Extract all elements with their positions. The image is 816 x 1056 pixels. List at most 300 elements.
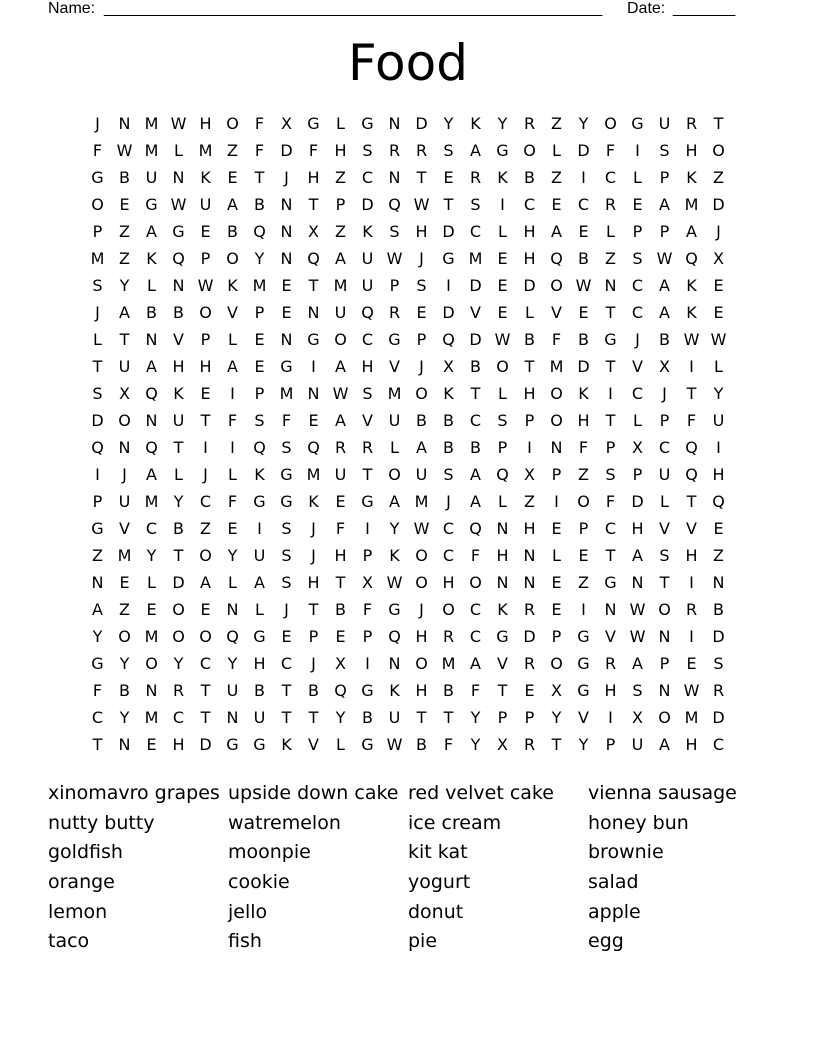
grid-letter[interactable]: H (415, 222, 428, 241)
grid-letter[interactable]: Q (550, 249, 563, 268)
grid-letter[interactable]: H (604, 681, 617, 700)
grid-letter[interactable]: G (91, 654, 104, 673)
grid-letter[interactable]: G (442, 249, 455, 268)
grid-letter[interactable]: Y (92, 627, 103, 646)
grid-letter[interactable]: Z (119, 600, 130, 619)
grid-letter[interactable]: L (606, 222, 615, 241)
grid-letter[interactable]: B (578, 330, 589, 349)
grid-letter[interactable]: N (388, 168, 401, 187)
grid-letter[interactable]: H (523, 519, 536, 538)
grid-letter[interactable]: D (712, 708, 725, 727)
grid-letter[interactable]: L (552, 141, 561, 160)
grid-letter[interactable]: U (361, 249, 374, 268)
grid-letter[interactable]: R (334, 438, 347, 457)
grid-letter[interactable]: D (415, 114, 428, 133)
grid-letter[interactable]: O (199, 546, 212, 565)
grid-letter[interactable]: A (470, 141, 481, 160)
grid-letter[interactable]: K (443, 384, 454, 403)
grid-letter[interactable]: C (469, 600, 482, 619)
grid-letter[interactable]: Y (119, 654, 130, 673)
grid-letter[interactable]: M (144, 708, 159, 727)
grid-letter[interactable]: N (280, 195, 293, 214)
grid-letter[interactable]: T (92, 357, 103, 376)
grid-letter[interactable]: I (581, 168, 586, 187)
grid-letter[interactable]: Q (469, 519, 482, 538)
grid-letter[interactable]: P (254, 384, 265, 403)
grid-letter[interactable]: N (712, 573, 725, 592)
grid-letter[interactable]: K (173, 384, 184, 403)
grid-letter[interactable]: J (284, 168, 289, 187)
grid-letter[interactable]: G (91, 519, 104, 538)
grid-letter[interactable]: S (632, 249, 643, 268)
grid-letter[interactable]: H (712, 465, 725, 484)
grid-letter[interactable]: A (254, 573, 265, 592)
grid-letter[interactable]: R (712, 681, 725, 700)
grid-letter[interactable]: H (199, 357, 212, 376)
grid-letter[interactable]: L (255, 600, 264, 619)
grid-letter[interactable]: A (632, 654, 643, 673)
grid-letter[interactable]: N (118, 114, 131, 133)
grid-letter[interactable]: T (173, 546, 184, 565)
grid-letter[interactable]: J (635, 330, 640, 349)
grid-letter[interactable]: C (442, 546, 455, 565)
grid-letter[interactable]: B (470, 438, 481, 457)
grid-letter[interactable]: Y (227, 654, 238, 673)
grid-letter[interactable]: M (333, 276, 348, 295)
grid-letter[interactable]: T (200, 681, 211, 700)
grid-letter[interactable]: C (631, 384, 644, 403)
grid-letter[interactable]: R (172, 681, 185, 700)
grid-letter[interactable]: U (361, 276, 374, 295)
grid-letter[interactable]: A (335, 411, 346, 430)
grid-letter[interactable]: L (633, 168, 642, 187)
grid-letter[interactable]: E (200, 222, 211, 241)
grid-letter[interactable]: D (523, 627, 536, 646)
grid-letter[interactable]: W (332, 384, 349, 403)
grid-letter[interactable]: Y (227, 546, 238, 565)
grid-letter[interactable]: Y (335, 708, 346, 727)
grid-letter[interactable]: Q (361, 303, 374, 322)
grid-letter[interactable]: G (361, 492, 374, 511)
grid-letter[interactable]: L (228, 573, 237, 592)
grid-letter[interactable]: G (496, 627, 509, 646)
grid-letter[interactable]: K (308, 492, 319, 511)
grid-letter[interactable]: F (254, 141, 265, 160)
grid-letter[interactable]: C (91, 708, 104, 727)
grid-letter[interactable]: F (578, 438, 589, 457)
grid-letter[interactable]: O (415, 654, 428, 673)
grid-letter[interactable]: U (118, 357, 131, 376)
grid-letter[interactable]: D (199, 735, 212, 754)
grid-letter[interactable]: T (308, 195, 319, 214)
grid-letter[interactable]: P (200, 330, 211, 349)
grid-letter[interactable]: M (549, 357, 564, 376)
grid-letter[interactable]: Q (712, 492, 725, 511)
grid-letter[interactable]: I (554, 492, 559, 511)
grid-letter[interactable]: S (632, 681, 643, 700)
grid-letter[interactable]: X (119, 384, 130, 403)
grid-letter[interactable]: L (147, 573, 156, 592)
grid-letter[interactable]: V (632, 357, 643, 376)
grid-letter[interactable]: Z (578, 573, 589, 592)
grid-letter[interactable]: C (361, 168, 374, 187)
grid-letter[interactable]: F (443, 735, 454, 754)
grid-letter[interactable]: J (95, 114, 100, 133)
grid-letter[interactable]: V (497, 654, 508, 673)
grid-letter[interactable]: N (172, 276, 185, 295)
grid-letter[interactable]: G (577, 654, 590, 673)
grid-letter[interactable]: U (712, 411, 725, 430)
grid-letter[interactable]: T (173, 438, 184, 457)
grid-letter[interactable]: O (523, 141, 536, 160)
grid-letter[interactable]: R (361, 438, 374, 457)
grid-letter[interactable]: O (496, 357, 509, 376)
grid-letter[interactable]: C (523, 195, 536, 214)
grid-letter[interactable]: G (388, 330, 401, 349)
grid-letter[interactable]: D (172, 573, 185, 592)
grid-letter[interactable]: A (119, 303, 130, 322)
grid-letter[interactable]: A (659, 195, 670, 214)
grid-letter[interactable]: Q (334, 681, 347, 700)
grid-letter[interactable]: C (577, 195, 590, 214)
grid-letter[interactable]: A (470, 492, 481, 511)
grid-letter[interactable]: E (497, 276, 508, 295)
grid-letter[interactable]: H (577, 411, 590, 430)
grid-letter[interactable]: Q (307, 438, 320, 457)
grid-letter[interactable]: H (523, 222, 536, 241)
grid-letter[interactable]: J (419, 357, 424, 376)
grid-letter[interactable]: Z (578, 465, 589, 484)
grid-letter[interactable]: Y (551, 708, 562, 727)
grid-letter[interactable]: O (172, 627, 185, 646)
grid-letter[interactable]: U (658, 114, 671, 133)
grid-letter[interactable]: S (605, 465, 616, 484)
grid-letter[interactable]: O (415, 573, 428, 592)
grid-letter[interactable]: Q (496, 465, 509, 484)
grid-letter[interactable]: I (446, 276, 451, 295)
grid-letter[interactable]: E (551, 519, 562, 538)
grid-letter[interactable]: B (524, 168, 535, 187)
grid-letter[interactable]: G (280, 492, 293, 511)
grid-letter[interactable]: C (280, 654, 293, 673)
grid-letter[interactable]: I (365, 654, 370, 673)
grid-letter[interactable]: Z (524, 492, 535, 511)
grid-letter[interactable]: B (227, 222, 238, 241)
grid-letter[interactable]: C (172, 708, 185, 727)
grid-letter[interactable]: N (388, 654, 401, 673)
grid-letter[interactable]: R (388, 141, 401, 160)
grid-letter[interactable]: A (416, 438, 427, 457)
grid-letter[interactable]: R (523, 735, 536, 754)
grid-letter[interactable]: Y (146, 546, 157, 565)
grid-letter[interactable]: Z (227, 141, 238, 160)
grid-letter[interactable]: P (335, 195, 346, 214)
grid-letter[interactable]: O (415, 546, 428, 565)
grid-letter[interactable]: T (308, 600, 319, 619)
grid-letter[interactable]: M (252, 276, 267, 295)
grid-letter[interactable]: T (659, 573, 670, 592)
grid-letter[interactable]: E (227, 519, 238, 538)
grid-letter[interactable]: J (311, 654, 316, 673)
grid-letter[interactable]: Q (253, 438, 266, 457)
grid-letter[interactable]: A (200, 573, 211, 592)
grid-letter[interactable]: M (684, 708, 699, 727)
grid-letter[interactable]: I (689, 627, 694, 646)
grid-letter[interactable]: W (386, 249, 403, 268)
grid-letter[interactable]: A (227, 357, 238, 376)
grid-letter[interactable]: U (334, 465, 347, 484)
grid-letter[interactable]: S (281, 438, 292, 457)
grid-letter[interactable]: S (443, 141, 454, 160)
grid-letter[interactable]: E (335, 627, 346, 646)
grid-letter[interactable]: W (413, 519, 430, 538)
grid-letter[interactable]: G (253, 735, 266, 754)
grid-letter[interactable]: G (307, 330, 320, 349)
grid-letter[interactable]: T (605, 357, 616, 376)
grid-letter[interactable]: N (226, 708, 239, 727)
grid-letter[interactable]: P (389, 276, 400, 295)
grid-letter[interactable]: J (203, 465, 208, 484)
grid-letter[interactable]: K (578, 384, 589, 403)
grid-letter[interactable]: L (714, 357, 723, 376)
grid-letter[interactable]: T (362, 465, 373, 484)
grid-letter[interactable]: E (578, 222, 589, 241)
grid-letter[interactable]: Z (335, 168, 346, 187)
grid-letter[interactable]: H (307, 168, 320, 187)
grid-letter[interactable]: H (685, 735, 698, 754)
grid-letter[interactable]: F (605, 492, 616, 511)
grid-letter[interactable]: B (443, 681, 454, 700)
grid-letter[interactable]: H (334, 546, 347, 565)
grid-letter[interactable]: E (551, 195, 562, 214)
grid-letter[interactable]: G (361, 114, 374, 133)
grid-letter[interactable]: B (254, 195, 265, 214)
grid-letter[interactable]: P (605, 735, 616, 754)
grid-letter[interactable]: E (578, 546, 589, 565)
grid-letter[interactable]: C (469, 222, 482, 241)
grid-letter[interactable]: Q (145, 384, 158, 403)
grid-letter[interactable]: M (144, 141, 159, 160)
grid-letter[interactable]: S (362, 141, 373, 160)
grid-letter[interactable]: M (468, 249, 483, 268)
grid-letter[interactable]: T (605, 411, 616, 430)
grid-letter[interactable]: B (362, 708, 373, 727)
grid-letter[interactable]: T (524, 357, 535, 376)
grid-letter[interactable]: N (658, 681, 671, 700)
grid-letter[interactable]: E (254, 330, 265, 349)
grid-letter[interactable]: R (685, 600, 698, 619)
grid-letter[interactable]: P (578, 519, 589, 538)
grid-letter[interactable]: A (659, 276, 670, 295)
grid-letter[interactable]: Z (605, 249, 616, 268)
grid-letter[interactable]: C (658, 438, 671, 457)
grid-letter[interactable]: G (253, 627, 266, 646)
grid-letter[interactable]: G (577, 627, 590, 646)
grid-letter[interactable]: I (608, 384, 613, 403)
grid-letter[interactable]: T (281, 681, 292, 700)
grid-letter[interactable]: N (226, 600, 239, 619)
grid-letter[interactable]: K (281, 735, 292, 754)
grid-letter[interactable]: B (578, 249, 589, 268)
grid-letter[interactable]: H (415, 681, 428, 700)
grid-letter[interactable]: E (119, 195, 130, 214)
grid-letter[interactable]: K (389, 681, 400, 700)
grid-letter[interactable]: H (415, 627, 428, 646)
grid-letter[interactable]: I (689, 573, 694, 592)
grid-letter[interactable]: Y (497, 114, 508, 133)
grid-letter[interactable]: W (629, 627, 646, 646)
grid-letter[interactable]: N (118, 438, 131, 457)
grid-letter[interactable]: K (497, 600, 508, 619)
grid-letter[interactable]: Q (685, 249, 698, 268)
grid-letter[interactable]: A (632, 546, 643, 565)
grid-letter[interactable]: U (415, 465, 428, 484)
grid-letter[interactable]: V (578, 708, 589, 727)
grid-letter[interactable]: T (605, 546, 616, 565)
grid-letter[interactable]: P (416, 330, 427, 349)
grid-letter[interactable]: F (227, 492, 238, 511)
grid-letter[interactable]: U (118, 492, 131, 511)
grid-letter[interactable]: K (686, 276, 697, 295)
grid-letter[interactable]: G (91, 168, 104, 187)
grid-letter[interactable]: W (683, 681, 700, 700)
grid-letter[interactable]: P (524, 708, 535, 727)
grid-letter[interactable]: B (173, 303, 184, 322)
grid-letter[interactable]: G (361, 735, 374, 754)
grid-letter[interactable]: J (284, 600, 289, 619)
grid-letter[interactable]: B (119, 168, 130, 187)
grid-letter[interactable]: G (631, 114, 644, 133)
grid-letter[interactable]: S (659, 546, 670, 565)
grid-letter[interactable]: N (388, 114, 401, 133)
grid-letter[interactable]: P (605, 438, 616, 457)
grid-letter[interactable]: U (658, 465, 671, 484)
grid-letter[interactable]: H (685, 546, 698, 565)
grid-letter[interactable]: E (632, 195, 643, 214)
grid-letter[interactable]: Q (685, 438, 698, 457)
grid-letter[interactable]: J (446, 492, 451, 511)
grid-letter[interactable]: N (631, 573, 644, 592)
grid-letter[interactable]: E (335, 492, 346, 511)
grid-letter[interactable]: F (470, 546, 481, 565)
grid-letter[interactable]: I (230, 384, 235, 403)
name-blank[interactable]: ________________________________________________________ (104, 0, 603, 17)
grid-letter[interactable]: X (713, 249, 724, 268)
grid-letter[interactable]: P (632, 465, 643, 484)
grid-letter[interactable]: O (550, 384, 563, 403)
grid-letter[interactable]: D (523, 276, 536, 295)
grid-letter[interactable]: W (656, 249, 673, 268)
grid-letter[interactable]: W (710, 330, 727, 349)
grid-letter[interactable]: N (145, 330, 158, 349)
grid-letter[interactable]: Y (578, 114, 589, 133)
grid-letter[interactable]: O (415, 384, 428, 403)
grid-letter[interactable]: M (414, 492, 429, 511)
grid-letter[interactable]: A (659, 735, 670, 754)
grid-letter[interactable]: G (577, 681, 590, 700)
grid-letter[interactable]: P (551, 627, 562, 646)
grid-letter[interactable]: S (713, 654, 724, 673)
grid-letter[interactable]: X (362, 573, 373, 592)
grid-letter[interactable]: Y (470, 708, 481, 727)
grid-letter[interactable]: T (92, 735, 103, 754)
grid-letter[interactable]: A (335, 249, 346, 268)
grid-letter[interactable]: A (227, 195, 238, 214)
grid-letter[interactable]: M (144, 114, 159, 133)
grid-letter[interactable]: A (335, 357, 346, 376)
grid-letter[interactable]: O (658, 708, 671, 727)
grid-letter[interactable]: K (470, 114, 481, 133)
grid-letter[interactable]: T (281, 708, 292, 727)
grid-letter[interactable]: O (226, 249, 239, 268)
grid-letter[interactable]: P (362, 627, 373, 646)
grid-letter[interactable]: I (500, 195, 505, 214)
grid-letter[interactable]: R (604, 195, 617, 214)
grid-letter[interactable]: E (281, 276, 292, 295)
grid-letter[interactable]: P (659, 411, 670, 430)
grid-letter[interactable]: J (419, 249, 424, 268)
grid-letter[interactable]: G (145, 195, 158, 214)
grid-letter[interactable]: L (525, 303, 534, 322)
grid-letter[interactable]: V (308, 735, 319, 754)
grid-letter[interactable]: E (713, 519, 724, 538)
grid-letter[interactable]: C (442, 519, 455, 538)
grid-letter[interactable]: E (281, 303, 292, 322)
grid-letter[interactable]: U (145, 168, 158, 187)
grid-letter[interactable]: G (604, 330, 617, 349)
grid-letter[interactable]: S (254, 411, 265, 430)
grid-letter[interactable]: O (91, 195, 104, 214)
grid-letter[interactable]: W (629, 600, 646, 619)
grid-letter[interactable]: P (362, 546, 373, 565)
grid-letter[interactable]: L (633, 411, 642, 430)
grid-letter[interactable]: S (281, 519, 292, 538)
grid-letter[interactable]: N (550, 438, 563, 457)
grid-letter[interactable]: O (172, 600, 185, 619)
grid-letter[interactable]: H (442, 573, 455, 592)
grid-letter[interactable]: W (683, 330, 700, 349)
grid-letter[interactable]: R (685, 114, 698, 133)
grid-letter[interactable]: K (686, 168, 697, 187)
grid-letter[interactable]: E (227, 168, 238, 187)
grid-letter[interactable]: B (416, 411, 427, 430)
grid-letter[interactable]: Q (91, 438, 104, 457)
grid-letter[interactable]: S (416, 276, 427, 295)
grid-letter[interactable]: E (119, 573, 130, 592)
grid-letter[interactable]: U (253, 546, 266, 565)
grid-letter[interactable]: S (362, 384, 373, 403)
grid-letter[interactable]: F (362, 600, 373, 619)
grid-letter[interactable]: M (198, 141, 213, 160)
grid-letter[interactable]: Z (551, 114, 562, 133)
grid-letter[interactable]: P (632, 222, 643, 241)
grid-letter[interactable]: D (91, 411, 104, 430)
grid-letter[interactable]: N (604, 600, 617, 619)
grid-letter[interactable]: N (523, 573, 536, 592)
grid-letter[interactable]: T (308, 276, 319, 295)
grid-letter[interactable]: T (443, 195, 454, 214)
grid-letter[interactable]: U (334, 303, 347, 322)
grid-letter[interactable]: W (116, 141, 133, 160)
grid-letter[interactable]: O (118, 627, 131, 646)
grid-letter[interactable]: F (92, 681, 103, 700)
grid-letter[interactable]: Y (173, 492, 184, 511)
grid-letter[interactable]: N (307, 384, 320, 403)
grid-letter[interactable]: A (470, 654, 481, 673)
grid-letter[interactable]: L (498, 384, 507, 403)
grid-letter[interactable]: G (604, 573, 617, 592)
grid-letter[interactable]: I (581, 600, 586, 619)
